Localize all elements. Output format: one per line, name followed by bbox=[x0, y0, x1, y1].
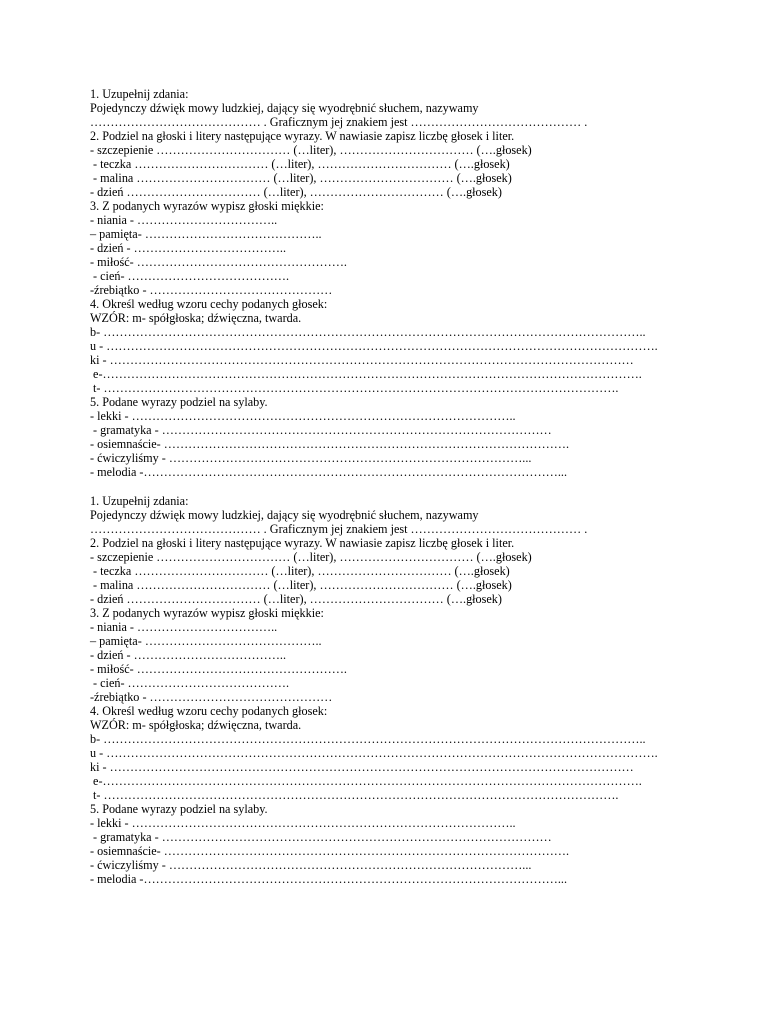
task-2-item: - malina …………………………… (…liter), …………………………… (….głosek) bbox=[90, 578, 512, 592]
task-3-item: - cień- …………………………………. bbox=[90, 269, 290, 283]
task-2-item: - dzień …………………………… (…liter), …………………………… (….głosek) bbox=[90, 592, 502, 606]
task-3-item: - miłość- ……………………………………………. bbox=[90, 662, 347, 676]
task-4-example: WZÓR: m- spółgłoska; dźwięczna, twarda. bbox=[90, 718, 302, 732]
task-2-heading: 2. Podziel na głoski i litery następujące wyrazy. W nawiasie zapisz liczbę głosek i liter. bbox=[90, 129, 515, 143]
task-3-item: -źrebiątko - ……………………………………… bbox=[90, 690, 333, 704]
task-3-item: - miłość- ……………………………………………. bbox=[90, 255, 347, 269]
task-2-item: - szczepienie …………………………… (…liter), …………………………… (….głosek) bbox=[90, 143, 532, 157]
task-3-item: - niania - …………………………….. bbox=[90, 213, 278, 227]
task-5-item: - osiemnaście- ………………………………………………………………………………………. bbox=[90, 844, 570, 858]
task-5-heading: 5. Podane wyrazy podziel na sylaby. bbox=[90, 395, 268, 409]
task-5-item: - ćwiczyliśmy - ……………………………………………………………………………... bbox=[90, 858, 532, 872]
task-5-item: - ćwiczyliśmy - ……………………………………………………………………………... bbox=[90, 451, 532, 465]
task-2-heading: 2. Podziel na głoski i litery następujące wyrazy. W nawiasie zapisz liczbę głosek i liter. bbox=[90, 536, 515, 550]
task-4-item: b- …………………………………………………………………………………………………………………….. bbox=[90, 732, 646, 746]
task-1-sentence: Pojedynczy dźwięk mowy ludzkiej, dający się wyodrębnić słuchem, nazywamy bbox=[90, 101, 479, 115]
task-5-item: - melodia -…………………………………………………………………………………………... bbox=[90, 872, 567, 886]
task-4-item: ki - ………………………………………………………………………………………………………………… bbox=[90, 760, 634, 774]
task-2-item: - szczepienie …………………………… (…liter), …………………………… (….głosek) bbox=[90, 550, 532, 564]
task-2-item: - teczka …………………………… (…liter), …………………………… (….głosek) bbox=[90, 564, 510, 578]
task-3-item: - dzień - ……………………………….. bbox=[90, 648, 286, 662]
task-5-item: - lekki - ………………………………………………………………………………….. bbox=[90, 816, 516, 830]
task-5-heading: 5. Podane wyrazy podziel na sylaby. bbox=[90, 802, 268, 816]
task-4-item: u - ………………………………………………………………………………………………………………………. bbox=[90, 339, 658, 353]
task-5-item: - osiemnaście- ………………………………………………………………………………………. bbox=[90, 437, 570, 451]
task-3-item: - dzień - ……………………………….. bbox=[90, 241, 286, 255]
task-3-item: - cień- …………………………………. bbox=[90, 676, 290, 690]
task-4-item: t- ………………………………………………………………………………………………………………. bbox=[90, 381, 619, 395]
task-3-item: – pamięta- …………………………………….. bbox=[90, 227, 322, 241]
task-5-item: - melodia -…………………………………………………………………………………………... bbox=[90, 465, 567, 479]
task-1-sentence: Pojedynczy dźwięk mowy ludzkiej, dający się wyodrębnić słuchem, nazywamy bbox=[90, 508, 479, 522]
task-3-item: – pamięta- …………………………………….. bbox=[90, 634, 322, 648]
task-4-example: WZÓR: m- spółgłoska; dźwięczna, twarda. bbox=[90, 311, 302, 325]
task-2-item: - teczka …………………………… (…liter), …………………………… (….głosek) bbox=[90, 157, 510, 171]
task-1-heading: 1. Uzupełnij zdania: bbox=[90, 87, 189, 101]
task-1-blanks: …………………………………… . Graficznym jej znakiem jest …………………………………… . bbox=[90, 115, 588, 129]
task-3-item: - niania - …………………………….. bbox=[90, 620, 278, 634]
task-3-item: -źrebiątko - ……………………………………… bbox=[90, 283, 333, 297]
task-4-item: e-……………………………………………………………………………………………………………………. bbox=[90, 367, 642, 381]
task-4-item: e-……………………………………………………………………………………………………………………. bbox=[90, 774, 642, 788]
task-4-item: u - ………………………………………………………………………………………………………………………. bbox=[90, 746, 658, 760]
task-5-item: - gramatyka - …………………………………………………………………………………… bbox=[90, 423, 552, 437]
task-4-item: ki - ………………………………………………………………………………………………………………… bbox=[90, 353, 634, 367]
task-4-heading: 4. Określ według wzoru cechy podanych głosek: bbox=[90, 704, 328, 718]
task-4-heading: 4. Określ według wzoru cechy podanych głosek: bbox=[90, 297, 328, 311]
task-5-item: - gramatyka - …………………………………………………………………………………… bbox=[90, 830, 552, 844]
task-2-item: - malina …………………………… (…liter), …………………………… (….głosek) bbox=[90, 171, 512, 185]
task-1-blanks: …………………………………… . Graficznym jej znakiem jest …………………………………… . bbox=[90, 522, 588, 536]
task-4-item: t- ………………………………………………………………………………………………………………. bbox=[90, 788, 619, 802]
worksheet-copy-2 bbox=[90, 494, 730, 886]
task-4-item: b- …………………………………………………………………………………………………………………….. bbox=[90, 325, 646, 339]
task-2-item: - dzień …………………………… (…liter), …………………………… (….głosek) bbox=[90, 185, 502, 199]
task-1-heading: 1. Uzupełnij zdania: bbox=[90, 494, 189, 508]
task-3-heading: 3. Z podanych wyrazów wypisz głoski miękkie: bbox=[90, 606, 324, 620]
task-5-item: - lekki - ………………………………………………………………………………….. bbox=[90, 409, 516, 423]
worksheet-copy-1 bbox=[90, 87, 730, 479]
task-3-heading: 3. Z podanych wyrazów wypisz głoski miękkie: bbox=[90, 199, 324, 213]
